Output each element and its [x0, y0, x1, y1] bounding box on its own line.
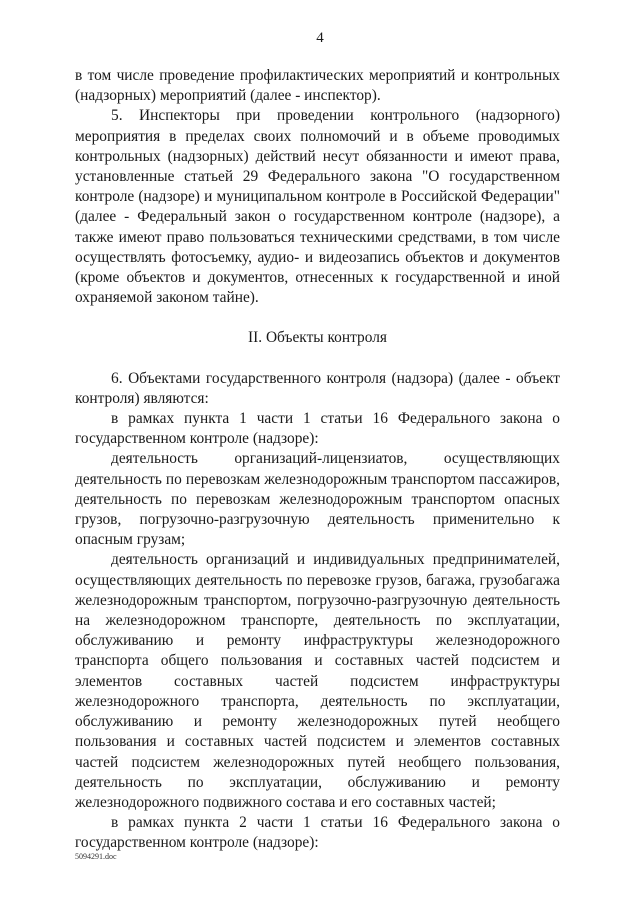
page-number: 4	[316, 30, 324, 46]
document-body	[75, 66, 560, 854]
paragraph-subclause-1: в рамках пункта 1 части 1 статьи 16 Федерального закона о государственном контроле (надзоре):	[75, 410, 560, 448]
paragraph-licensees: деятельность организаций-лицензиатов, осуществляющих деятельность по перевозкам железнодорожным транспортом пассажиров, деятельность по перевозкам железнодорожным транспортом опасных грузов, погрузочно-разгрузочную деятельность применительно к опасным грузам;	[75, 450, 560, 549]
paragraph-item-5: 5. Инспекторы при проведении контрольного (надзорного) мероприятия в пределах своих полномочий и в объеме проводимых контрольных (надзорных) действий несут обязанности и имеют права, установленные статьей 29 Федерального закона "О государственном контроле (надзоре) и муниципальном контроле в Российской Федерации" (далее - Федеральный закон о государственном контроле (надзоре), а также имеют право пользоваться техническими средствами, в том числе осуществлять фотосъемку, аудио- и видеозапись объектов и документов (кроме объектов и документов, отнесенных к государственной и иной охраняемой законом тайне).	[75, 107, 560, 307]
paragraph-subclause-2: в рамках пункта 2 части 1 статьи 16 Федерального закона о государственном контроле (надзоре):	[75, 814, 560, 852]
footer-filename: 5094291.doc	[75, 852, 117, 861]
paragraph-organizations: деятельность организаций и индивидуальных предпринимателей, осуществляющих деятельность по перевозке грузов, багажа, грузобагажа железнодорожным транспортом, погрузочно-разгрузочную деятельность на железнодорожном транспорте, деятельность по эксплуатации, обслуживанию и ремонту инфраструктуры железнодорожного транспорта общего пользования и составных частей подсистем и элементов составных частей подсистем инфраструктуры железнодорожного транспорта, деятельность по эксплуатации, обслуживанию и ремонту железнодорожных путей необщего пользования и составных частей подсистем и элементов составных частей подсистем железнодорожных путей необщего пользования, деятельность по эксплуатации, обслуживанию и ремонту железнодорожного подвижного состава и его составных частей;	[75, 551, 560, 811]
paragraph-item-6: 6. Объектами государственного контроля (надзора) (далее - объект контроля) являются:	[75, 369, 560, 407]
paragraph-continuation: в том числе проведение профилактических мероприятий и контрольных (надзорных) мероприятий (далее - инспектор).	[75, 67, 560, 105]
section-heading: II. Объекты контроля	[248, 329, 387, 347]
